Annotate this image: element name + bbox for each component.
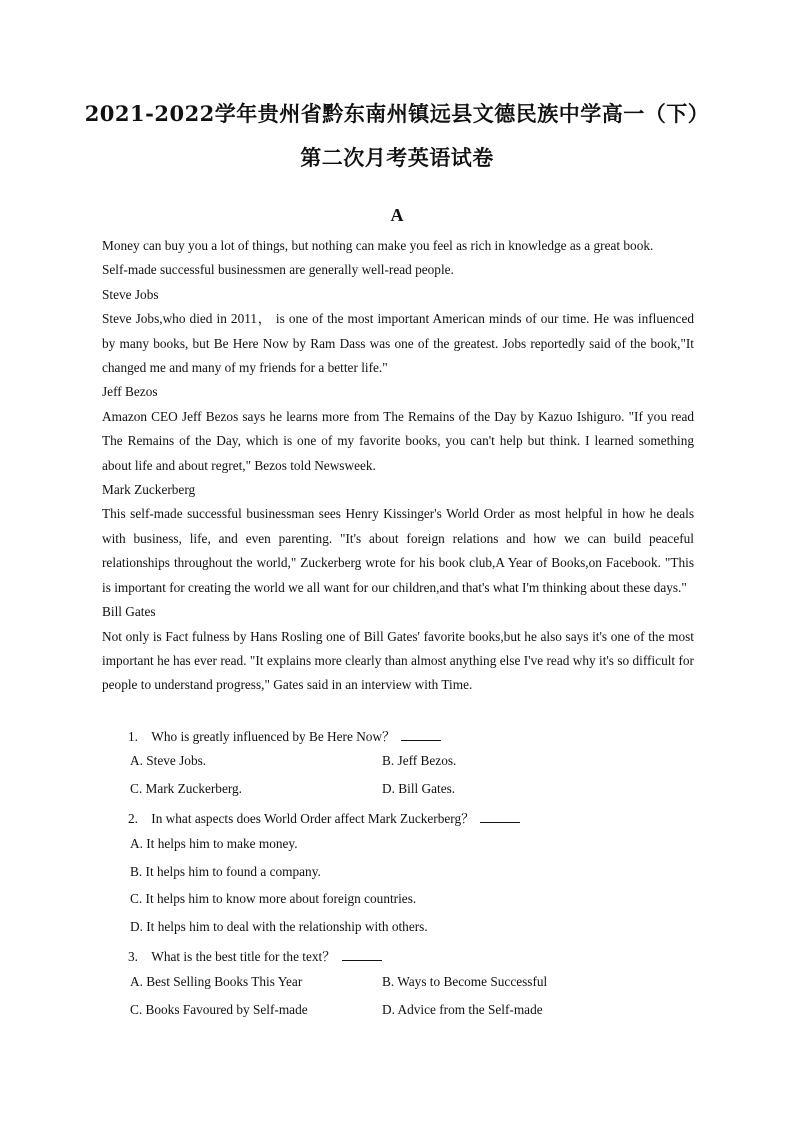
- question-2: [128, 808, 520, 827]
- question-number: 3.: [128, 949, 138, 964]
- answer-blank[interactable]: [401, 728, 441, 741]
- subheading-mark-zuckerberg: Mark Zuckerberg: [102, 482, 196, 498]
- passage-intro-2: Self-made successful businessmen are generally well-read people.: [102, 262, 454, 278]
- option-2a[interactable]: A. It helps him to make money.: [130, 836, 298, 851]
- option-2c[interactable]: C. It helps him to know more about foreign countries.: [130, 891, 417, 906]
- answer-blank[interactable]: [480, 810, 520, 823]
- question-number: 1.: [128, 729, 138, 744]
- option-3b[interactable]: B. Ways to Become Successful: [382, 974, 548, 989]
- subheading-bill-gates: Bill Gates: [102, 604, 156, 620]
- question-1: [128, 726, 441, 745]
- option-2b[interactable]: B. It helps him to found a company.: [130, 864, 321, 879]
- paragraph-bill-gates: Not only is Fact fulness by Hans Rosling one of Bill Gates' favorite books,but he also says it's one of the most important he has ever read. "It explains more clearly than almost anything else I've read why it's so difficult for people to understand progress," Gates said in an interview with Time.: [102, 628, 694, 693]
- option-1d[interactable]: D. Bill Gates.: [382, 781, 456, 796]
- option-2d[interactable]: D. It helps him to deal with the relationship with others.: [130, 919, 428, 934]
- exam-title-line1: 2021-2022学年贵州省黔东南州镇远县文德民族中学高一（下）: [84, 101, 710, 126]
- question-text: Who is greatly influenced by Be Here Now？: [151, 729, 396, 744]
- question-text: What is the best title for the text？: [151, 949, 336, 964]
- subheading-steve-jobs: Steve Jobs: [102, 286, 159, 302]
- option-3c[interactable]: C. Books Favoured by Self-made: [130, 1002, 308, 1017]
- reading-passage: [102, 234, 694, 698]
- section-heading: A: [390, 205, 404, 225]
- exam-title-line2: 第二次月考英语试卷: [300, 145, 494, 170]
- option-3d[interactable]: D. Advice from the Self-made: [382, 1002, 543, 1017]
- question-3: [128, 946, 382, 965]
- passage-intro: Money can buy you a lot of things, but nothing can make you feel as rich in knowledge as a great book.: [102, 238, 654, 253]
- option-1c[interactable]: C. Mark Zuckerberg.: [130, 781, 243, 796]
- option-3a[interactable]: A. Best Selling Books This Year: [130, 974, 303, 989]
- subheading-jeff-bezos: Jeff Bezos: [102, 384, 158, 400]
- paragraph-mark-zuckerberg: This self-made successful businessman sees Henry Kissinger's World Order as most helpful in how he deals with business, life, and even parenting. "It's about foreign relations and how we can build peaceful relationships throughout the world," Zuckerberg wrote for his book club,A Year of Books,on Facebook. "This is important for creating the world we all want for our children,and that's what I'm thinking about these days.": [102, 506, 694, 595]
- option-1a[interactable]: A. Steve Jobs.: [130, 753, 207, 768]
- paragraph-steve-jobs: Steve Jobs,who died in 2011， is one of the most important American minds of our time. He was influenced by many books, but Be Here Now by Ram Dass was one of the greatest. Jobs reportedly said of the book,"It changed me and many of my friends for a better life.": [102, 311, 694, 376]
- paragraph-jeff-bezos: Amazon CEO Jeff Bezos says he learns more from The Remains of the Day by Kazuo Ishiguro. "If you read The Remains of the Day, which is one of my favorite books, you can't help but think. I learned something about life and about regret," Bezos told Newsweek.: [102, 408, 694, 473]
- answer-blank[interactable]: [342, 948, 382, 961]
- question-text: In what aspects does World Order affect Mark Zuckerberg？: [151, 811, 475, 826]
- option-1b[interactable]: B. Jeff Bezos.: [382, 753, 457, 768]
- question-number: 2.: [128, 811, 138, 826]
